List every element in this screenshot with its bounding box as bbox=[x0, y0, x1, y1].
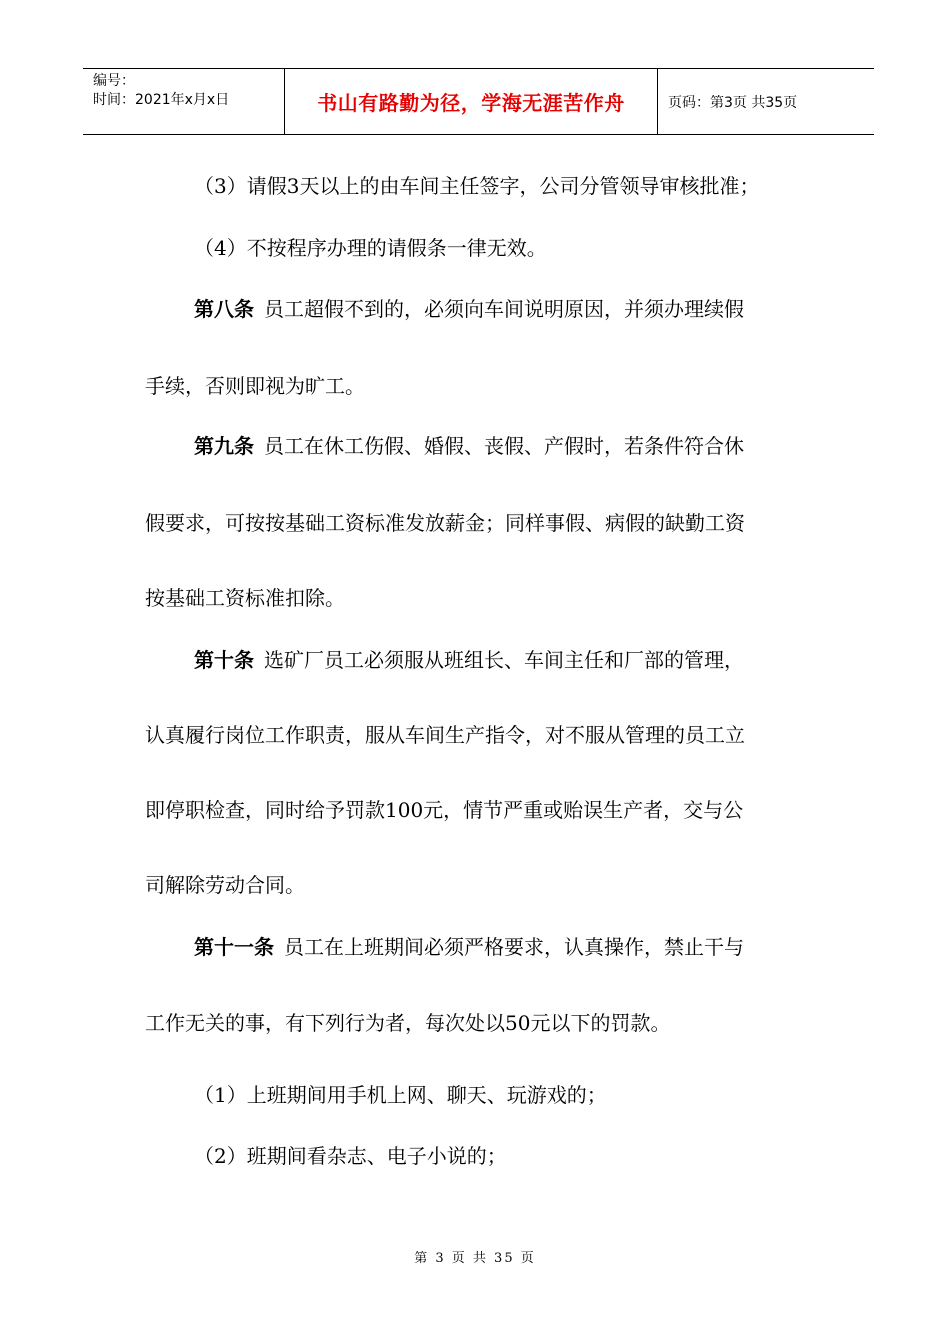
article-11-line-2: 工作无关的事，有下列行为者，每次处以50元以下的罚款。 bbox=[145, 1011, 671, 1035]
article-8-title: 第八条 bbox=[194, 297, 254, 321]
article-9-title: 第九条 bbox=[194, 434, 254, 458]
article-8-text-1: 员工超假不到的，必须向车间说明原因，并须办理续假 bbox=[264, 297, 744, 321]
article-8-line-1 bbox=[194, 295, 744, 323]
article-9-line-2: 假要求，可按按基础工资标准发放薪金；同样事假、病假的缺勤工资 bbox=[145, 511, 745, 535]
article-9-line-1 bbox=[194, 432, 744, 460]
page-label: 页码：第3页 共35页 bbox=[668, 94, 798, 111]
time-label: 时间：2021年x月x日 bbox=[93, 92, 230, 108]
article-10-line-1 bbox=[194, 646, 744, 674]
article-10-line-3: 即停职检查，同时给予罚款100元，情节严重或贻误生产者，交与公 bbox=[145, 798, 744, 822]
article-10-line-4: 司解除劳动合同。 bbox=[145, 873, 305, 897]
header-page-cell bbox=[658, 69, 874, 134]
motto-text: 书山有路勤为径，学海无涯苦作舟 bbox=[317, 91, 625, 115]
article-11-line-1 bbox=[194, 933, 744, 961]
page-footer: 第 3 页 共 35 页 bbox=[414, 1251, 536, 1266]
article-11-item-1: （1）上班期间用手机上网、聊天、玩游戏的； bbox=[194, 1083, 607, 1107]
article-9-line-3: 按基础工资标准扣除。 bbox=[145, 586, 345, 610]
number-label: 编号： bbox=[93, 73, 135, 89]
article-11-title: 第十一条 bbox=[194, 935, 274, 959]
article-10-title: 第十条 bbox=[194, 648, 254, 672]
item-4: （4）不按程序办理的请假条一律无效。 bbox=[194, 236, 547, 260]
document-header bbox=[83, 68, 874, 135]
article-11-item-2: （2）班期间看杂志、电子小说的； bbox=[194, 1144, 507, 1168]
header-motto-cell bbox=[285, 69, 658, 134]
article-9-text-1: 员工在休工伤假、婚假、丧假、产假时，若条件符合休 bbox=[264, 434, 744, 458]
article-10-text-1: 选矿厂员工必须服从班组长、车间主任和厂部的管理， bbox=[264, 648, 744, 672]
item-3: （3）请假3天以上的由车间主任签字，公司分管领导审核批准； bbox=[194, 174, 760, 198]
header-meta-cell bbox=[83, 69, 285, 134]
article-10-line-2: 认真履行岗位工作职责，服从车间生产指令，对不服从管理的员工立 bbox=[145, 723, 745, 747]
article-11-text-1: 员工在上班期间必须严格要求，认真操作，禁止干与 bbox=[284, 935, 744, 959]
article-8-line-2: 手续，否则即视为旷工。 bbox=[145, 374, 365, 398]
